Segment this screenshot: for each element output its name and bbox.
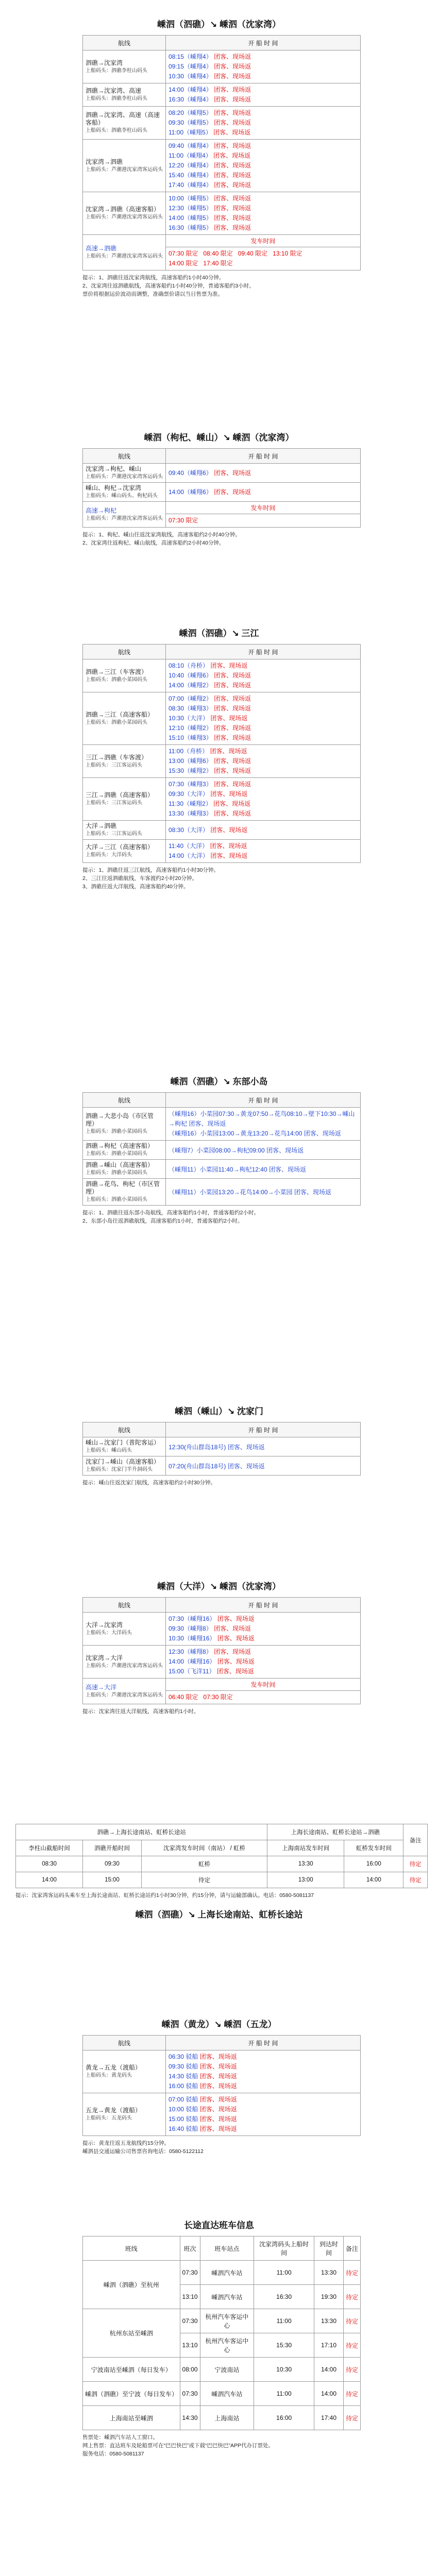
table-row: [83, 2050, 361, 2093]
route-pier: 上船码头：芦潮港沈家湾客运码头: [86, 1663, 163, 1669]
departure-time: 12:30（嵊翔5） 团客、现场返: [169, 205, 251, 212]
departure-time: 14:00（嵊翔4） 团客、现场返: [169, 86, 251, 93]
table-row: [83, 745, 361, 778]
header-time: 开 船 时 间: [166, 1093, 361, 1108]
route-pier: 上船码头：泗礁李柱山码头: [86, 67, 147, 74]
route-name: 泗礁→沈家湾、高速（高速客船）: [86, 111, 160, 126]
table-row: 13:10 杭州汽车客运中心 15:30 17:10 待定: [83, 2333, 361, 2358]
section-dayang-shenjiawan: [0, 1577, 438, 1716]
section-title: 嵊泗（枸杞、嵊山）↘ 嵊泗（沈家湾）: [144, 433, 294, 443]
route-pier: 上船码头：泗礁李柱山码头: [86, 96, 147, 101]
route-name: 沈家湾→枸杞、嵊山: [86, 465, 142, 472]
route-pier: 上船码头：芦潮港沈家湾客运码头: [86, 474, 163, 480]
header-route: 航线: [83, 1598, 166, 1613]
bus-table: [82, 2236, 361, 2430]
bus-time-header: 发车时间: [166, 502, 361, 514]
table-row: [83, 1179, 361, 1206]
route-pier: 上船码头：嵊山码头: [86, 1448, 132, 1453]
departure-time: （嵊翔11）小菜园13:20→花鸟14:00→小菜园 团客、现场返: [169, 1189, 331, 1196]
section-shengshan-shenjiamen: [0, 1401, 438, 1487]
route-pier: 上船码头：沈家门半升洞码头: [86, 1467, 153, 1472]
departure-time: 11:00（嵊翔4） 团客、现场返: [169, 152, 251, 159]
section-title: 嵊泗（嵊山）↘ 沈家门: [175, 1406, 263, 1416]
section-title: 嵊泗（黄龙）↘ 嵊泗（五龙）: [161, 2020, 277, 2029]
notes: 提示：1、泗礁往返沈家湾航线，高速客船约1小时40分钟。 2、沈家湾往返泗礁航线，高速客船约1小时40分钟，普通客船约3小时。 票价将根据运价波动而调整，准确票价请以当日售票为准。: [82, 275, 255, 297]
route-name: 三江→泗礁（车客渡）: [86, 753, 148, 761]
table-row: [83, 1456, 361, 1476]
route-pier: 上船码头：黄龙码头: [86, 2073, 132, 2078]
section-long-distance-bus: [0, 2215, 438, 2458]
schedule-table: [82, 2035, 361, 2136]
route-pier: 上船码头：芦潮港沈家湾客运码头: [86, 253, 163, 259]
departure-time: 08:20（嵊翔5） 团客、现场返: [169, 109, 251, 116]
departure-time: 08:30（大洋） 团客、现场返: [169, 826, 248, 834]
route-name: 泗礁→大悲小岛（市区管理）: [86, 1112, 154, 1127]
departure-time: 17:40（嵊翔4） 团客、现场返: [169, 181, 251, 189]
section-sijiao-sanjiang: [0, 623, 438, 891]
notes: 提示：1、枸杞、嵊山往返沈家湾航线，高速客船约2小时40分钟。 2、沈家湾往返枸杞、嵊山航线，高速客船约2小时40分钟。: [82, 532, 241, 546]
schedule-table: [82, 644, 361, 863]
section-gouqi-shengshan: [0, 428, 438, 547]
header-time: 开 船 时 间: [166, 449, 361, 464]
table-row: [16, 1824, 428, 1840]
header-remarks: 备注: [403, 1824, 428, 1856]
table-row: [83, 483, 361, 502]
table-row: [83, 1646, 361, 1679]
section-title: 嵊泗（泗礁）↘ 东部小岛: [170, 1077, 268, 1087]
route-name: 泗礁→沈家湾、高速: [86, 87, 142, 94]
route-name: 沈家湾→泗礁（高速客船）: [86, 206, 160, 213]
departure-time: 15:30（嵊翔2） 团客、现场返: [169, 767, 251, 774]
departure-time: 09:30（嵊翔8） 团客、现场返: [169, 1625, 251, 1632]
route-pier: 上船码头：三江客运码头: [86, 800, 142, 806]
route-name: 沈家湾→泗礁: [86, 158, 123, 165]
header-route: 航线: [83, 449, 166, 464]
route-name: 嵊山→沈家门（普陀客运）: [86, 1439, 160, 1446]
departure-time: 13:30（嵊翔3） 团客、现场返: [169, 810, 251, 817]
route-name: 高速→枸杞: [86, 506, 117, 514]
route-name: 泗礁→三江（高速客船）: [86, 710, 154, 718]
table-row: [83, 1437, 361, 1456]
departure-time: 09:15（嵊翔4） 团客、现场返: [169, 63, 251, 70]
notes: 提示：1、泗礁往返东部小岛航线，高速客船约1小时，普通客船约2小时。 2、东部小岛往返泗礁航线，高速客船约1小时，普通客船约2小时。: [82, 1210, 260, 1224]
route-name: 大洋→沈家湾: [86, 1621, 123, 1629]
header-time: 开 船 时 间: [166, 645, 361, 659]
table-row: 宁波南站至嵊泗（每日发车） 08:00 宁波南站 10:30 14:00 待定: [83, 2358, 361, 2382]
table-row: [83, 1141, 361, 1160]
table-row: [83, 840, 361, 863]
schedule-table: [82, 1597, 361, 1704]
route-name: 高速→泗礁: [86, 245, 117, 252]
route-pier: 上船码头：芦潮港沈家湾客运码头: [86, 166, 163, 173]
bus-time: 09:40 限定: [238, 250, 268, 257]
notes: 提示：嵊山往返沈家门航线，高速客船约2小时30分钟。: [82, 1480, 216, 1486]
route-name: 大洋→三江（高速客船）: [86, 843, 154, 851]
route-name: 嵊山、枸杞→沈家湾: [86, 484, 142, 492]
departure-time: 07:30（嵊翔16） 团客、现场返: [169, 1615, 255, 1622]
notes: 提示：黄龙往返五龙航线约15分钟。 嵊泗县交通运输公司售票咨询电话：0580-5122112: [82, 2140, 204, 2155]
departure-time: 10:30（嵊翔16） 团客、现场返: [169, 1635, 255, 1642]
departure-time: 07:20(舟山群岛18号) 团客、现场返: [169, 1462, 265, 1470]
table-row: 08:30 09:30 虹桥 13:30 16:00 待定: [16, 1856, 428, 1872]
table-row: 13:10 嵊泗汽车站 16:30 19:30 待定: [83, 2285, 361, 2309]
header-route: 航线: [83, 36, 166, 50]
table-row: [83, 692, 361, 745]
section-sijiao-shenjiawan: [0, 14, 438, 298]
departure-time: 14:00（嵊翔16） 团客、现场返: [169, 1658, 255, 1665]
route-pier: 上船码头：泗礁小菜园码头: [86, 1170, 147, 1176]
route-pier: 上船码头：嵊山码头、枸杞码头: [86, 493, 158, 499]
route-pier: 上船码头：芦潮港沈家湾客运码头: [86, 214, 163, 220]
route-name: 沈家湾→大洋: [86, 1654, 123, 1662]
departure-time: 15:10（嵊翔3） 团客、现场返: [169, 734, 251, 741]
route-pier: 上船码头：泗礁小菜园码头: [86, 676, 147, 683]
table-row: 嵊泗（泗礁）至杭州 07:30 嵊泗汽车站 11:00 13:30 待定: [83, 2261, 361, 2285]
bus-time: 14:00 限定: [169, 260, 198, 267]
route-pier: 上船码头：芦潮港沈家湾客运码头: [86, 515, 163, 521]
route-name: 三江→泗礁（高速客船）: [86, 791, 154, 799]
bus-time: 07:30 限定: [203, 1693, 233, 1701]
departure-time: 11:00（嵊翔5） 团客、现场返: [169, 129, 251, 136]
bus-time: 08:40 限定: [203, 250, 233, 257]
route-name: 五龙→黄龙（渡船）: [86, 2107, 142, 2114]
route-name: 泗礁→枸杞（高速客船）: [86, 1142, 154, 1149]
table-row: [83, 502, 361, 514]
departure-time: 12:30（嵊翔8） 团客、现场返: [169, 1648, 251, 1655]
table-row: 杭州东站至嵊泗 07:30 杭州汽车客运中心 11:00 13:30 待定: [83, 2309, 361, 2333]
header-route: 航线: [83, 2036, 166, 2050]
departure-time: 10:30（嵊翔4） 团客、现场返: [169, 73, 251, 80]
table-row: [83, 140, 361, 192]
departure-time: 14:30 驳船 团客、现场返: [169, 2073, 237, 2080]
header-time: 开 船 时 间: [166, 1422, 361, 1437]
route-pier: 上船码头：泗礁李柱山码头: [86, 128, 147, 133]
route-pier: 上船码头：泗礁小菜园码头: [86, 1151, 147, 1157]
departure-time: 16:30（嵊翔5） 团客、现场返: [169, 224, 251, 231]
route-name: 黄龙→五龙（渡船）: [86, 2064, 142, 2071]
departure-time: 15:40（嵊翔4） 团客、现场返: [169, 172, 251, 179]
departure-time: 09:30（大洋） 团客、现场返: [169, 790, 248, 798]
table-row: [83, 659, 361, 692]
route-name: 泗礁→沈家湾: [86, 59, 123, 66]
route-pier: 上船码头：泗礁小菜园码头: [86, 1129, 147, 1134]
notes: 提示：1、泗礁往返三江航线，高速客船约1小时30分钟。 2、三江往返泗礁航线，车客渡约2小时20分钟。 3、泗礁往返大洋航线，高速客船约40分钟。: [82, 867, 219, 890]
section-shanghai-bus: [0, 1824, 438, 1925]
departure-time: 08:15（嵊翔4） 团客、现场返: [169, 53, 251, 60]
departure-time: 11:40（大洋） 团客、现场返: [169, 842, 247, 850]
table-row: [83, 1679, 361, 1691]
table-row: [83, 83, 361, 107]
departure-time: 10:00（嵊翔5） 团客、现场返: [169, 195, 251, 202]
departure-time: 14:00（大洋） 团客、现场返: [169, 852, 248, 859]
bus-time: 07:30 限定: [169, 250, 198, 257]
route-pier: 上船码头：泗礁小菜园码头: [86, 1197, 147, 1202]
header-inbound: 上海长途南站、虹桥长途站→泗礁: [267, 1824, 403, 1840]
departure-time: 08:30（嵊翔3） 团客、现场返: [169, 705, 251, 712]
route-name: 泗礁→嵊山（高速客船）: [86, 1161, 154, 1168]
route-name: 泗礁→花鸟、枸杞（市区管理）: [86, 1180, 160, 1195]
table-row: 李柱山截船时间 泗礁开船时间 沈家湾发车时间（南站） / 虹桥 上海南站发车时间 虹桥发车时间: [16, 1840, 428, 1856]
header-time: 开 船 时 间: [166, 36, 361, 50]
bus-time: 13:10 限定: [273, 250, 302, 257]
table-row: 上海南站至嵊泗 14:30 上海南站 16:00 17:40 待定: [83, 2406, 361, 2430]
section-title: 嵊泗（泗礁）↘ 三江: [179, 629, 259, 638]
schedule-table: [82, 448, 361, 528]
section-east-islands: [0, 1072, 438, 1225]
route-pier: 上船码头：三江客运码头: [86, 831, 142, 837]
table-row: 班线 班次 班车站点 沈家湾码头上船时间 到达时间 备注: [83, 2236, 361, 2261]
route-name: 泗礁→三江（车客渡）: [86, 668, 148, 675]
header-time: 开 船 时 间: [166, 1598, 361, 1613]
notes: 提示：沈家湾往返大洋航线，高速客船约1小时。: [82, 1708, 199, 1715]
section-title: 嵊泗（泗礁）↘ 上海长途南站、虹桥长途站: [135, 1910, 303, 1920]
departure-time: 10:30（大洋） 团客、现场返: [169, 715, 248, 722]
route-pier: 上船码头：大洋码头: [86, 1630, 132, 1636]
departure-time: 10:00 驳船 团客、现场返: [169, 2106, 237, 2113]
section-title: 嵊泗（大洋）↘ 嵊泗（沈家湾）: [157, 1582, 281, 1591]
departure-time: 07:30（嵊翔3） 团客、现场返: [169, 781, 251, 788]
departure-time: 09:40（嵊翔4） 团客、现场返: [169, 142, 251, 149]
departure-time: （嵊翔16）小菜园07:30→黄龙07:50→花鸟08:10→壁下10:30→嵊山→枸杞 团客、现场返: [169, 1110, 355, 1127]
route-name: 沈家门→嵊山（高速客船）: [86, 1458, 160, 1465]
table-row: [83, 50, 361, 83]
route-pier: 上船码头：五龙码头: [86, 2115, 132, 2121]
table-row: [83, 1613, 361, 1646]
departure-time: 09:40（嵊翔6） 团客、现场返: [169, 469, 251, 477]
bus-time-header: 发车时间: [166, 235, 361, 247]
table-row: [83, 107, 361, 140]
header-outbound: 泗礁→上海长途南站、虹桥长途站: [16, 1824, 267, 1840]
departure-time: 12:10（嵊翔2） 团客、现场返: [169, 724, 251, 732]
header-route: 航线: [83, 1093, 166, 1108]
departure-time: 09:30（嵊翔5） 团客、现场返: [169, 119, 251, 126]
departure-time: 11:30（嵊翔2） 团客、现场返: [169, 800, 251, 807]
bus-time: 07:30 限定: [169, 517, 198, 524]
route-pier: 上船码头：三江客运码头: [86, 762, 142, 768]
route-pier: 上船码头：泗礁小菜园码头: [86, 719, 147, 725]
table-row: [83, 235, 361, 247]
table-row: [83, 464, 361, 483]
schedule-table: [82, 35, 361, 270]
header-route: 航线: [83, 1422, 166, 1437]
departure-time: （嵊翔16）小菜园13:00→黄龙13:20→花鸟14:00 团客、现场返: [169, 1130, 341, 1137]
section-title: 长途直达班车信息: [184, 2221, 254, 2230]
section-huanglong-wulong: [0, 2014, 438, 2156]
schedule-table: [82, 1092, 361, 1206]
departure-time: 11:00（舟桥） 团客、现场返: [169, 748, 247, 755]
table-row: 14:00 15:00 待定 13:00 14:00 待定: [16, 1872, 428, 1888]
table-row: [83, 1160, 361, 1179]
notes: 售票处：嵊泗汽车站人工窗口。 网上售票：直达班车及轮船票可在“巴巴快巴”或下载“巴巴快巴”APP代办订票处。 服务电话：0580-5081137: [82, 2434, 274, 2457]
route-pier: 上船码头：大洋码头: [86, 852, 132, 858]
departure-time: （嵊翔11）小菜园11:40→枸杞12:40 团客、现场返: [169, 1165, 306, 1173]
departure-time: 14:00（嵊翔6） 团客、现场返: [169, 488, 251, 496]
departure-time: 08:10（舟桥） 团客、现场返: [169, 662, 248, 669]
table-row: [83, 1108, 361, 1141]
route-pier: 上船码头：芦潮港沈家湾客运码头: [86, 1692, 163, 1698]
section-title: 嵊泗（泗礁）↘ 嵊泗（沈家湾）: [157, 20, 281, 29]
departure-time: 14:00（嵊翔5） 团客、现场返: [169, 214, 251, 222]
table-row: [83, 2093, 361, 2136]
departure-time: 12:20（嵊翔4） 团客、现场返: [169, 162, 251, 169]
bus-table: [15, 1824, 428, 1888]
header-route: 航线: [83, 645, 166, 659]
departure-time: 16:40 驳船 团客、现场返: [169, 2125, 237, 2132]
departure-time: 16:00 驳船 团客、现场返: [169, 2082, 237, 2090]
schedule-table: [82, 1422, 361, 1476]
departure-time: 06:30 驳船 团客、现场返: [169, 2053, 237, 2060]
departure-time: 15:00（飞洋11） 团客、现场返: [169, 1668, 254, 1675]
departure-time: 14:00（嵊翔2） 团客、现场返: [169, 682, 251, 689]
departure-time: （嵊翔7）小菜园08:00→枸杞09:00 团客、现场返: [169, 1146, 304, 1154]
departure-time: 13:00（嵊翔6） 团客、现场返: [169, 757, 251, 765]
departure-time: 16:30（嵊翔4） 团客、现场返: [169, 96, 251, 103]
bus-time: 06:40 限定: [169, 1693, 198, 1701]
table-row: [83, 778, 361, 821]
bus-time: 17:40 限定: [203, 260, 233, 267]
table-row: 嵊泗（泗礁）至宁波（每日发车） 07:30 嵊泗汽车站 11:00 14:00 待定: [83, 2382, 361, 2406]
departure-time: 10:40（嵊翔6） 团客、现场返: [169, 672, 251, 679]
departure-time: 07:00（嵊翔2） 团客、现场返: [169, 695, 251, 702]
table-row: [83, 192, 361, 235]
departure-time: 09:30 驳船 团客、现场返: [169, 2063, 237, 2070]
header-time: 开 船 时 间: [166, 2036, 361, 2050]
notes: 提示：沈家湾客运码头乘车至上海长途南站、虹桥长途站约1小时30分钟，约15分钟，请与运输部确认。电话：0580-5081137: [15, 1892, 314, 1899]
route-name: 大洋→泗礁: [86, 822, 117, 829]
route-name: 高速→大洋: [86, 1683, 117, 1691]
departure-time: 07:00 驳船 团客、现场返: [169, 2096, 237, 2103]
departure-time: 12:30(舟山群岛18号) 团客、现场返: [169, 1443, 265, 1451]
departure-time: 15:00 驳船 团客、现场返: [169, 2115, 237, 2123]
table-row: [83, 821, 361, 840]
bus-time-header: 发车时间: [166, 1679, 361, 1691]
